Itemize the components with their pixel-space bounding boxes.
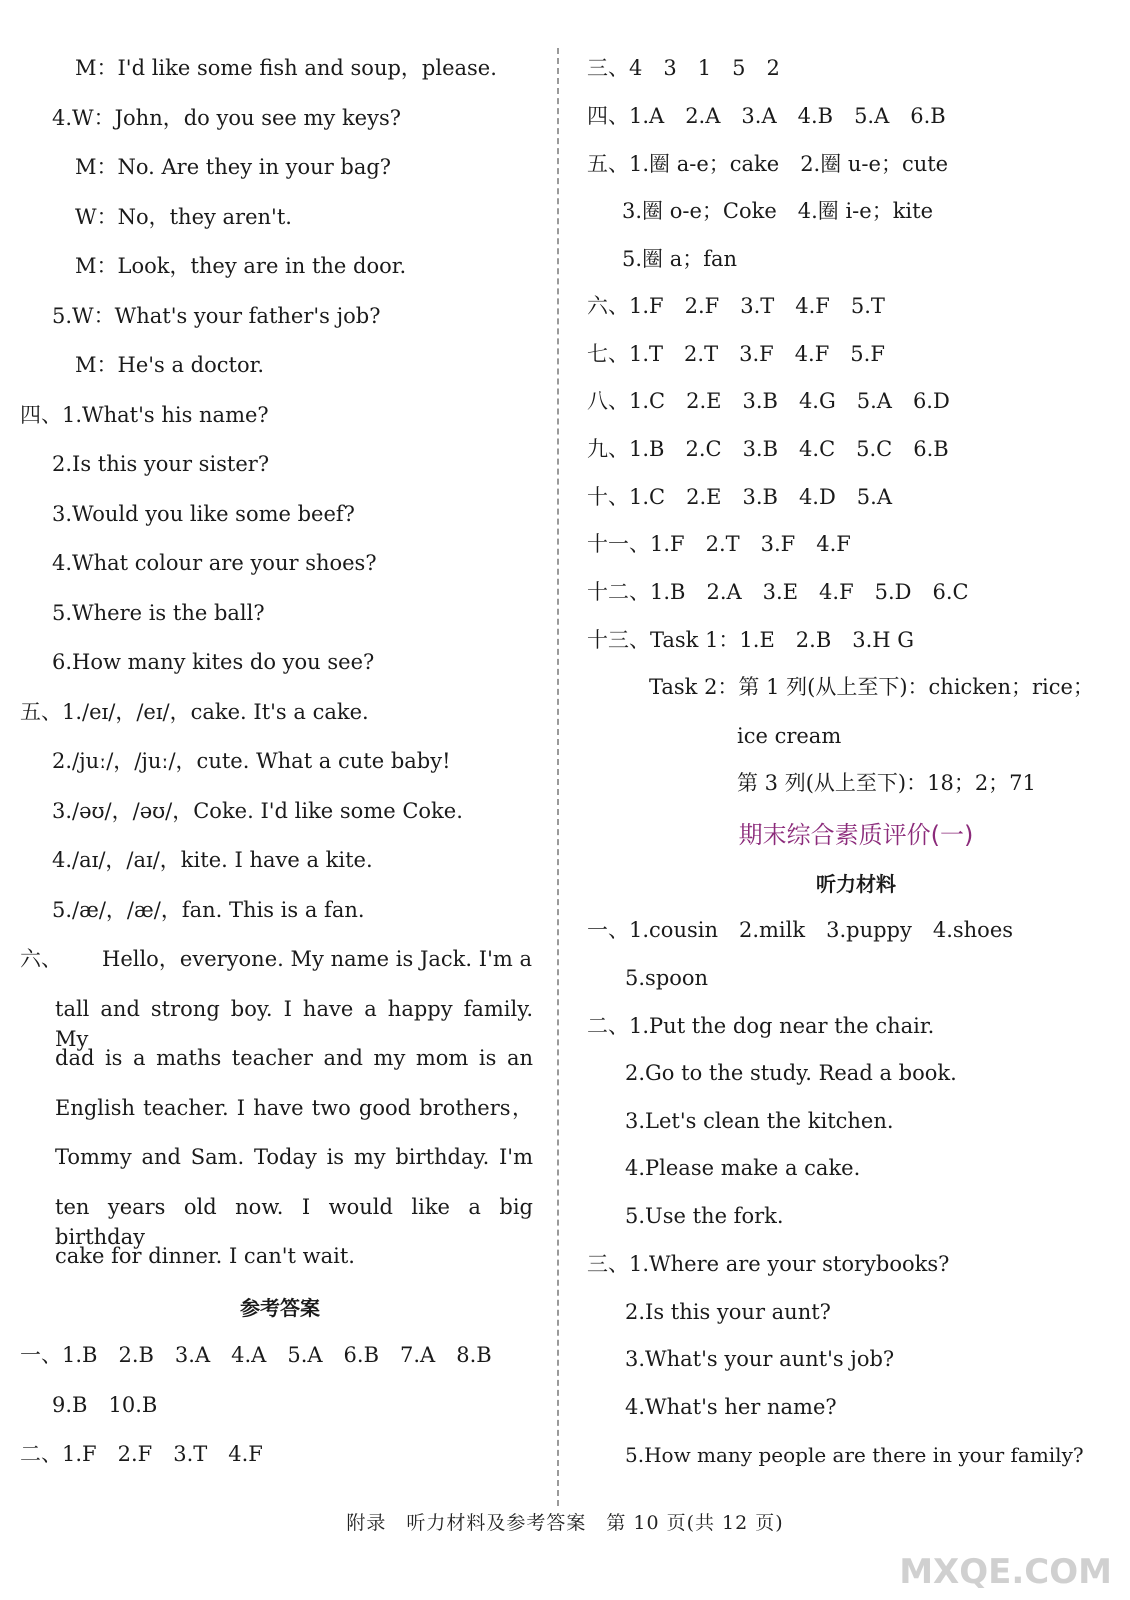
text-line: 2./juː/，/juː/，cute. What a cute baby! — [52, 749, 451, 773]
text-line: 五、1./eɪ/，/eɪ/，cake. It's a cake. — [20, 700, 369, 724]
listening-line: 5.spoon — [625, 966, 709, 990]
passage-line — [102, 944, 532, 974]
text-line: W：No，they aren't. — [75, 205, 292, 229]
answer-line: 五、1.圈 a-e；cake 2.圈 u-e；cute — [587, 152, 949, 176]
text-line: 4.W：John，do you see my keys? — [52, 106, 402, 130]
answer-line: 九、1.B 2.C 3.B 4.C 5.C 6.B — [587, 437, 949, 461]
text-line: 4./aɪ/，/aɪ/，kite. I have a kite. — [52, 848, 373, 872]
answer-line: 5.圈 a；fan — [622, 247, 738, 271]
text-line: M：No. Are they in your bag? — [75, 155, 392, 179]
passage-text: Hello，everyone. My name is Jack. I'm a — [102, 947, 532, 971]
listening-line: 二、1.Put the dog near the chair. — [587, 1014, 935, 1038]
listening-line: 2.Is this your aunt? — [625, 1300, 831, 1324]
exam-title: 期末综合素质评价(一) — [738, 821, 974, 849]
answer-line: 十一、1.F 2.T 3.F 4.F — [587, 532, 851, 556]
watermark — [892, 1502, 1112, 1592]
listening-line: 三、1.Where are your storybooks? — [587, 1252, 950, 1276]
passage-line: cake for dinner. I can't wait. — [55, 1244, 355, 1268]
listening-line: 2.Go to the study. Read a book. — [625, 1061, 957, 1085]
passage-line: tall and strong boy. I have a happy family. My — [55, 997, 533, 1051]
answer-line: 3.圈 o-e；Coke 4.圈 i-e；kite — [622, 199, 934, 223]
listening-heading: 听力材料 — [816, 872, 896, 896]
text-line: 5.Where is the ball? — [52, 601, 265, 625]
answer-line: 十二、1.B 2.A 3.E 4.F 5.D 6.C — [587, 580, 969, 604]
text-line: 6.How many kites do you see? — [52, 650, 375, 674]
text-line: 四、1.What's his name? — [20, 403, 269, 427]
text-line: M：I'd like some fish and soup，please. — [75, 56, 497, 80]
text-line: M：Look，they are in the door. — [75, 254, 407, 278]
passage-line: dad is a maths teacher and my mom is an — [55, 1046, 533, 1070]
passage-line: English teacher. I have two good brothers， — [55, 1096, 533, 1120]
answer-line: 第 3 列(从上至下)：18；2；71 — [737, 771, 1036, 795]
listening-line: 4.Please make a cake. — [625, 1156, 861, 1180]
listening-line: 一、1.cousin 2.milk 3.puppy 4.shoes — [587, 918, 1014, 942]
text-line: 5./æ/，/æ/，fan. This is a fan. — [52, 898, 365, 922]
text-line: 4.What colour are your shoes? — [52, 551, 377, 575]
column-divider — [557, 48, 559, 1506]
text-line: 5.W：What's your father's job? — [52, 304, 381, 328]
listening-line: 3.What's your aunt's job? — [625, 1347, 895, 1371]
listening-line: 4.What's her name? — [625, 1395, 837, 1419]
answer-line: ice cream — [737, 724, 842, 748]
answer-line: 十、1.C 2.E 3.B 4.D 5.A — [587, 485, 893, 509]
answer-line: 二、1.F 2.F 3.T 4.F — [20, 1442, 263, 1466]
answers-heading: 参考答案 — [240, 1296, 320, 1320]
passage-label: 六、 — [20, 947, 62, 971]
listening-line: 5.How many people are there in your family? — [625, 1443, 1084, 1467]
answer-line: 9.B 10.B — [52, 1393, 158, 1417]
watermark-text: MXQE.COM — [899, 1552, 1112, 1592]
answer-line: 一、1.B 2.B 3.A 4.A 5.A 6.B 7.A 8.B — [20, 1343, 492, 1367]
text-line: 3./əʊ/，/əʊ/，Coke. I'd like some Coke. — [52, 799, 463, 823]
passage-line: Tommy and Sam. Today is my birthday. I'm — [55, 1145, 533, 1169]
listening-line: 3.Let's clean the kitchen. — [625, 1109, 894, 1133]
page-footer: 附录 听力材料及参考答案 第 10 页(共 12 页) — [346, 1512, 784, 1534]
answer-line: Task 2：第 1 列(从上至下)：chicken；rice； — [649, 675, 1094, 699]
answer-line: 八、1.C 2.E 3.B 4.G 5.A 6.D — [587, 389, 950, 413]
text-line: 3.Would you like some beef? — [52, 502, 355, 526]
text-line: 2.Is this your sister? — [52, 452, 270, 476]
answer-line: 六、1.F 2.F 3.T 4.F 5.T — [587, 294, 885, 318]
passage-line: ten years old now. I would like a big birthday — [55, 1195, 533, 1249]
text-line: M：He's a doctor. — [75, 353, 264, 377]
listening-line: 5.Use the fork. — [625, 1204, 784, 1228]
answer-line: 七、1.T 2.T 3.F 4.F 5.F — [587, 342, 885, 366]
answer-line: 三、4 3 1 5 2 — [587, 56, 780, 80]
answer-line: 十三、Task 1：1.E 2.B 3.H G — [587, 628, 915, 652]
answer-line: 四、1.A 2.A 3.A 4.B 5.A 6.B — [587, 104, 946, 128]
